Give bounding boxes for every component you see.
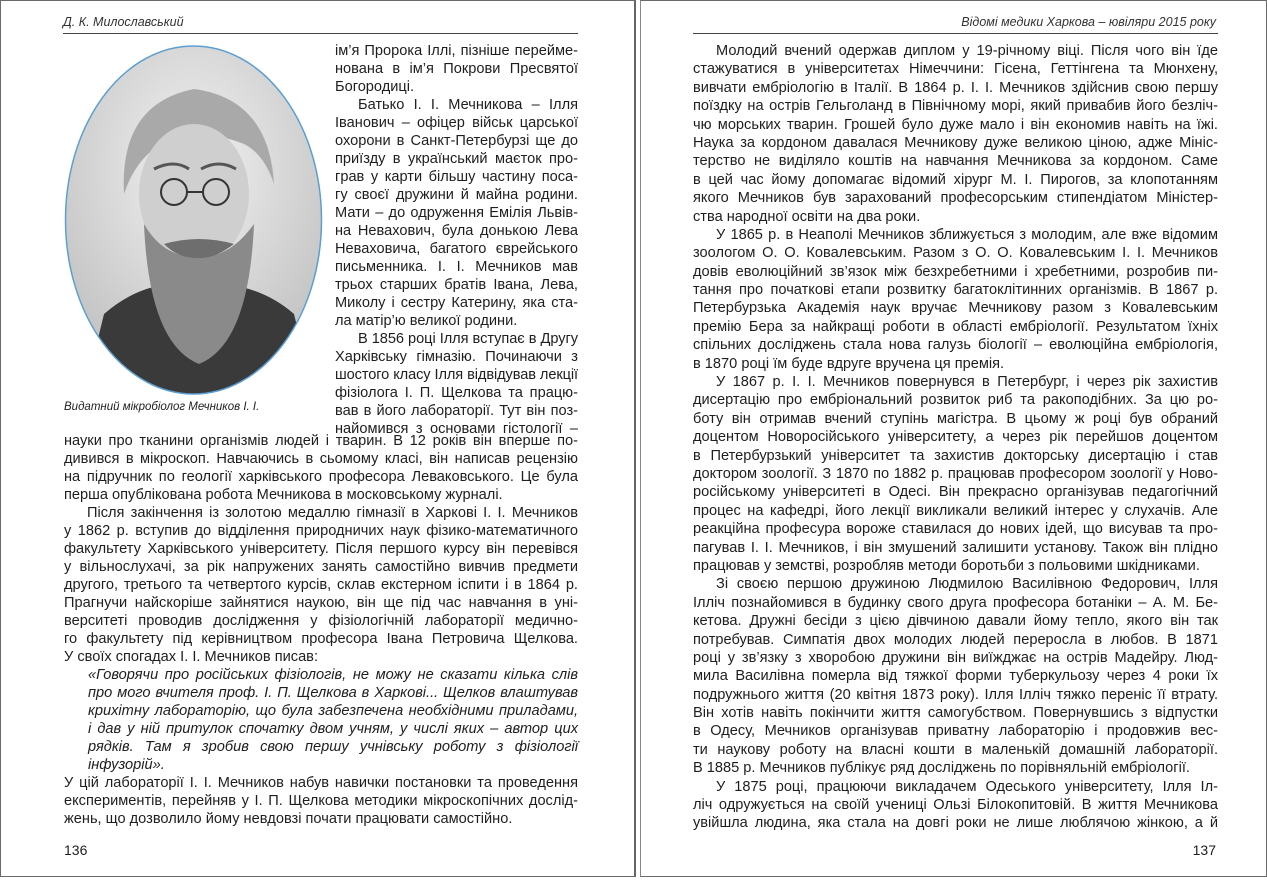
text-line: Після закінчення із золотою медаллю гімназії в Харкові І. І. Мечников: [87, 505, 578, 521]
running-head-author: Д. К. Милославський: [63, 15, 184, 29]
quote-line: і дав у ній притулок спочатку двом учням, у числі яких – автор цих: [88, 721, 578, 737]
text-line: чю морських тварин. Грошей було дуже мало і він економив навіть на їжі.: [693, 116, 1218, 133]
page-number: 137: [1192, 842, 1216, 858]
text-line: якого Мечников був зарахований професорським стипендіатом Міністер-: [693, 190, 1218, 207]
text-line: В 1856 році Ілля вступає в Другу: [358, 331, 578, 347]
text-line: російському університеті в Одесі. Він прекрасно організував педагогічний: [693, 484, 1218, 501]
text-line: Іванович – офіцер військ царської: [335, 115, 578, 131]
body-text: [693, 42, 1218, 833]
header-rule: [63, 33, 578, 34]
quote-line: інфузорій».: [88, 757, 165, 773]
text-line: процес на кафедрі, його лекції викликали великий інтерес у слухачів. Але: [693, 502, 1218, 519]
text-line: працював у земстві, розробляв методи боротьби з польовими шкідниками.: [693, 557, 1200, 574]
text-line: році у зв’язку з хворобою дружини він виїжджає на острів Мадейру. Люд-: [693, 649, 1218, 666]
text-line: Молодий вчений одержав диплом у 19-річному віці. Після чого він їде: [716, 43, 1218, 59]
text-line: науки про тканини організмів людей і тварин. В 12 років він вперше по-: [64, 433, 578, 449]
text-line: Прагнучи найскоріше зайнятися наукою, він ще під час навчання в уні-: [64, 595, 578, 611]
header-rule: [693, 33, 1218, 34]
text-line: премію Бера за найкращі роботи в області ембріології. Результатом їхніх: [693, 318, 1218, 335]
text-line: вав в його лабораторії. Тут він поз-: [335, 403, 578, 419]
full-width-text: [64, 432, 578, 828]
text-line: потребував. Симпатія двох молодих людей переросла в любов. В 1871: [693, 631, 1218, 648]
quote-line: крихітну лабораторію, що була забезпечена необхідними приладами,: [88, 703, 578, 719]
text-line: Богородиці.: [335, 79, 415, 95]
text-line: поїздку на острів Гельголанд в Північному морі, який привабив його безліч-: [693, 98, 1218, 115]
text-line: шостого класу Ілля відвідував лекції: [335, 367, 578, 383]
text-line: найомився з основами гістології –: [335, 421, 578, 437]
text-line: доцентом Новоросійського університету, а через рік перейшов доцентом: [693, 429, 1218, 446]
text-line: дисертацію про ембріональний розвиток риб та ракоподібних. За цю ро-: [693, 392, 1218, 409]
text-line: доктором зоології. З 1870 по 1882 р. працював професором зоології у Ново-: [693, 465, 1218, 482]
column-text: [335, 42, 578, 438]
text-line: увійшла людина, яка стала на довгі роки не лише люблячою жінкою, а й: [693, 815, 1218, 832]
text-line: ла матір’ю великої родини.: [335, 313, 518, 329]
text-line: реакційна професура вороже ставилася до нових ідей, що висував та про-: [693, 521, 1218, 538]
text-line: го факультету під керівництвом професора Івана Петровича Щелкова.: [64, 631, 578, 647]
text-line: Наука за кордоном давалася Мечникову дуже великою ціною, адже Мініс-: [693, 134, 1218, 151]
text-line: боту він отримав вчений ступінь магістра. В цьому ж році був обраний: [693, 410, 1218, 427]
text-line: трьох старших братів Івана, Лева,: [335, 277, 578, 293]
text-line: ліч одружується на своїй учениці Ользі Білокопитовій. В життя Мечникова: [693, 797, 1218, 814]
text-line: Мати – до одруження Емілія Львів-: [335, 205, 578, 221]
text-line: дивився в мікроскоп. Навчаючись в сьомому класі, він написав рецензію: [64, 451, 578, 467]
text-line: фізіолога І. П. Щелкова та працю-: [335, 385, 578, 401]
quote-line: про мого вчителя проф. І. П. Щелкова в Харкові... Щелков влаштував: [88, 685, 578, 701]
text-line: охорони в Санкт-Петербурзі ще до: [335, 133, 578, 149]
text-line: нована в ім’я Покрови Пресвятої: [335, 61, 578, 77]
text-line: Зі своєю першою дружиною Людмилою Василівною Федорович, Ілля: [716, 576, 1218, 593]
text-line: У цій лабораторії І. І. Мечников набув навички постановки та проведення: [64, 775, 578, 791]
text-line: другого, третього та четвертого курсів, склав екстерном іспити і в 1864 р.: [64, 577, 578, 593]
text-line: кетова. Дружні бесіди з цією дівчиною давали йому тепло, якого він так: [693, 613, 1218, 630]
text-line: Неваховича, багатого єврейського: [335, 241, 578, 257]
text-line: приїзду в український маєток про-: [335, 151, 578, 167]
text-line: мила Василівна померла від тяжкої форми туберкульозу через 4 роки їх: [693, 668, 1218, 685]
text-line: довів еволюційний зв’язок між безхребетними і хребетними, розробив пи-: [693, 263, 1218, 280]
text-line: в цей час йому допомагає відомий хірург М. І. Пирогов, за клопотанням: [693, 171, 1218, 188]
text-line: В 1885 р. Мечников публікує ряд досліджень по порівняльній ембріології.: [693, 760, 1190, 777]
text-line: пагував І. І. Мечников, і він змушений залишити установу. Також він плідно: [693, 539, 1218, 556]
text-line: верситеті проводив дослідження у фізіологічній лабораторії медично-: [64, 613, 578, 629]
text-line: подружнього життя (20 квітня 1873 року). Ілля Ілліч тяжко переніс її втрату.: [693, 686, 1218, 703]
text-line: Він хотів навіть покінчити життя самогубством. Повернувшись з відпустки: [693, 705, 1218, 722]
text-line: У 1875 році, працюючи викладачем Одеського університету, Ілля Іл-: [716, 778, 1218, 795]
text-line: Харківську гімназію. Починаючи з: [335, 349, 578, 365]
text-line: У 1865 р. в Неаполі Мечников зближується з молодим, але вже відомим: [716, 226, 1218, 243]
text-line: жень, що дозволило йому невдовзі почати працювати самостійно.: [64, 811, 513, 827]
text-line: в 1870 році їм буде вдруге вручена ця премія.: [693, 355, 1005, 372]
text-line: спільних досліджень стала нова галузь біології – еволюційна ембріологія,: [693, 337, 1218, 354]
text-line: у вільнослухачі, за рік напружених занять самостійно вивчив предмети: [64, 559, 578, 575]
text-line: стажуватися в університетах Німеччини: Гісена, Геттінгена та Мюнхену,: [693, 61, 1218, 78]
text-line: на підручник по геології харківського професора Леваковського. Це була: [64, 469, 578, 485]
right-page: [640, 0, 1267, 877]
photo-caption: Видатний мікробіолог Мечников І. І.: [64, 401, 260, 413]
text-line: терство не виділяло коштів на навчання Мечникова за кордоном. Саме: [693, 153, 1218, 170]
running-head-title: Відомі медики Харкова – ювіляри 2015 року: [961, 15, 1216, 29]
text-line: вивчати ембріологію в Італії. В 1864 р. І. І. Мечников здійснив свою першу: [693, 79, 1218, 96]
text-line: тання про початкові етапи розвитку багатоклітинних організмів. В 1867 р.: [693, 282, 1218, 299]
text-line: Ілліч познайомився в будинку свого друга професора ботаніки – А. М. Бе-: [693, 594, 1218, 611]
text-line: У 1867 р. І. І. Мечников повернувся в Петербург, і через рік захистив: [716, 374, 1218, 391]
text-line: ства народної освіти на два роки.: [693, 208, 921, 225]
text-line: в Одесу, Мечников організував приватну лабораторію і продовжив вес-: [693, 723, 1218, 740]
text-line: письменника. І. І. Мечников мав: [335, 259, 578, 275]
page-number: 136: [64, 842, 88, 858]
text-line: зоологом О. О. Ковалевським. Разом з О. О. Ковалевським І. І. Мечников: [693, 245, 1218, 262]
text-line: Миколу і сестру Катерину, яка ста-: [335, 295, 578, 311]
text-line: в Петербурзький університет та захистив докторську дисертацію і став: [693, 447, 1218, 464]
text-line: У своїх спогадах І. І. Мечников писав:: [64, 649, 318, 665]
text-line: перша опублікована робота Мечникова в московському журналі.: [64, 487, 503, 503]
text-line: Петербурзька Академія наук вручає Мечникову разом з Ковалевським: [693, 300, 1218, 317]
text-line: факультету Харківського університету. Після першого курсу він перевівся: [64, 541, 578, 557]
text-line: Батько І. І. Мечникова – Ілля: [358, 97, 578, 113]
quote-line: рядків. Там я зробив свою першу учнівську роботу з фізіології: [88, 739, 578, 755]
text-line: у 1862 р. вступив до відділення природничих наук фізико-математичного: [64, 523, 578, 539]
left-page: [0, 0, 636, 877]
text-line: експериментів, перейняв у І. П. Щелкова методики мікроскопічних дослід-: [64, 793, 578, 809]
text-line: ім’я Пророка Іллі, пізніше перейме-: [335, 43, 578, 59]
text-line: ти наукову роботу на власні кошти в маленькій домашній лабораторії.: [693, 741, 1218, 758]
portrait-photo: [64, 44, 323, 396]
quote-line: «Говорячи про російських фізіологів, не можу не сказати кілька слів: [88, 667, 578, 683]
text-line: гу своєї дружини й майна родини.: [335, 187, 578, 203]
text-line: на Невахович, була донькою Лева: [335, 223, 578, 239]
text-line: грав у карти більшу частину поса-: [335, 169, 578, 185]
